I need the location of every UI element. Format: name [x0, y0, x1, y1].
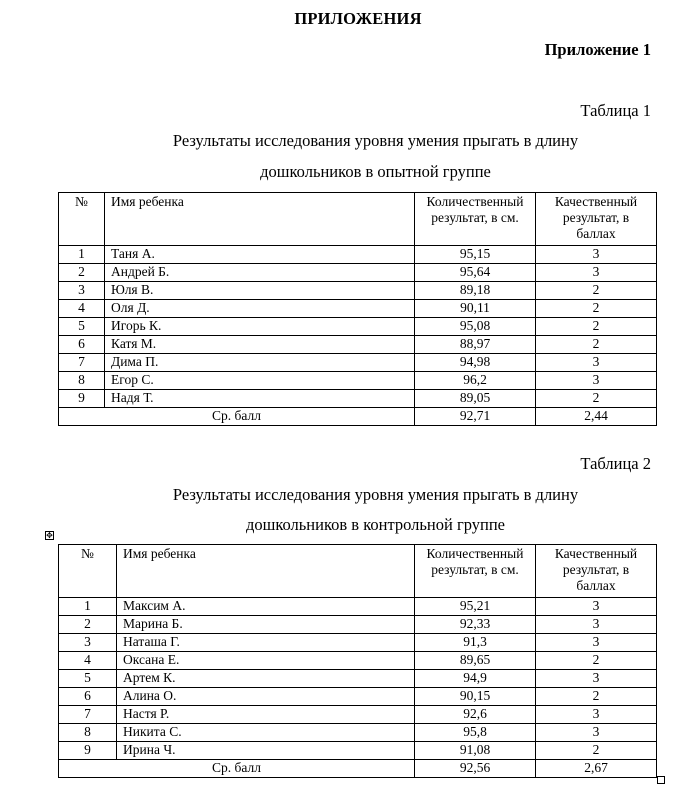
table2-cell-qual: 3 — [536, 706, 657, 724]
table1-cell-name: Оля Д. — [105, 300, 415, 318]
table2-caption-line2: дошкольников в контрольной группе — [245, 515, 506, 534]
table1-average-label: Ср. балл — [59, 408, 415, 426]
table1-cell-quant: 94,98 — [415, 354, 536, 372]
table1-cell-name: Егор С. — [105, 372, 415, 390]
table1-cell-name: Игорь К. — [105, 318, 415, 336]
table2-header-num: № — [59, 545, 117, 598]
table1-cell-quant: 88,97 — [415, 336, 536, 354]
table2-cell-num: 5 — [59, 670, 117, 688]
table1-row — [59, 372, 657, 390]
table2-cell-qual: 3 — [536, 724, 657, 742]
table2-row — [59, 706, 657, 724]
table1-cell-name: Юля В. — [105, 282, 415, 300]
table1-cell-qual: 2 — [536, 282, 657, 300]
table1-row — [59, 246, 657, 264]
table1-average-quant: 92,71 — [415, 408, 536, 426]
table1-cell-name: Андрей Б. — [105, 264, 415, 282]
table1-footer-row — [59, 408, 657, 426]
table2-row — [59, 652, 657, 670]
table1-row — [59, 282, 657, 300]
table1-cell-quant: 90,11 — [415, 300, 536, 318]
table2-cell-qual: 3 — [536, 634, 657, 652]
table2-caption-line1: Результаты исследования уровня умения прыгать в длину — [172, 485, 579, 504]
table2-average-qual: 2,67 — [536, 760, 657, 778]
table1-average-qual: 2,44 — [536, 408, 657, 426]
table1-row — [59, 390, 657, 408]
table2-cell-quant: 89,65 — [415, 652, 536, 670]
table2-cell-quant: 90,15 — [415, 688, 536, 706]
table2-row — [59, 688, 657, 706]
table1-row — [59, 336, 657, 354]
table2-cell-qual: 2 — [536, 652, 657, 670]
table1-cell-name: Надя Т. — [105, 390, 415, 408]
table2-cell-num: 4 — [59, 652, 117, 670]
table1-label: Таблица 1 — [580, 101, 651, 120]
table1-row — [59, 354, 657, 372]
table-resize-handle-icon[interactable] — [657, 776, 665, 784]
table2-cell-num: 9 — [59, 742, 117, 760]
table2-cell-quant: 95,8 — [415, 724, 536, 742]
table2-row — [59, 670, 657, 688]
table1-cell-qual: 3 — [536, 354, 657, 372]
table2-cell-num: 2 — [59, 616, 117, 634]
table2-cell-quant: 92,33 — [415, 616, 536, 634]
table1-row — [59, 318, 657, 336]
table2-cell-name: Артем К. — [117, 670, 415, 688]
table2-row — [59, 634, 657, 652]
table2-row — [59, 724, 657, 742]
table1-header-quant: Количественный результат, в см. — [415, 193, 536, 246]
table2-cell-name: Наташа Г. — [117, 634, 415, 652]
table2-cell-name: Настя Р. — [117, 706, 415, 724]
table2-cell-name: Оксана Е. — [117, 652, 415, 670]
table1-header-row — [59, 193, 657, 246]
table2-header-row — [59, 545, 657, 598]
table1-caption-line2: дошкольников в опытной группе — [260, 162, 491, 181]
table1-cell-num: 8 — [59, 372, 105, 390]
table2-cell-qual: 3 — [536, 616, 657, 634]
table2-label: Таблица 2 — [580, 454, 651, 473]
table2-cell-quant: 91,08 — [415, 742, 536, 760]
table1-cell-qual: 3 — [536, 372, 657, 390]
table1-cell-quant: 89,18 — [415, 282, 536, 300]
table2-header-qual: Качественный результат, в баллах — [536, 545, 657, 598]
page-title: ПРИЛОЖЕНИЯ — [294, 9, 422, 28]
table1-header-qual: Качественный результат, в баллах — [536, 193, 657, 246]
table1-caption-line1: Результаты исследования уровня умения прыгать в длину — [172, 131, 579, 150]
table1-cell-quant: 95,64 — [415, 264, 536, 282]
table2-cell-name: Никита С. — [117, 724, 415, 742]
table2-cell-num: 8 — [59, 724, 117, 742]
table2 — [58, 544, 657, 778]
table1-cell-qual: 3 — [536, 264, 657, 282]
table1-header-name: Имя ребенка — [105, 193, 415, 246]
table2-cell-qual: 2 — [536, 688, 657, 706]
table1-cell-qual: 2 — [536, 300, 657, 318]
table1 — [58, 192, 657, 426]
appendix-label: Приложение 1 — [544, 40, 651, 59]
table2-cell-name: Максим А. — [117, 598, 415, 616]
table1-cell-num: 3 — [59, 282, 105, 300]
table2-row — [59, 598, 657, 616]
table-move-handle-icon[interactable]: ✥ — [46, 531, 53, 540]
table1-cell-qual: 2 — [536, 336, 657, 354]
table2-cell-quant: 91,3 — [415, 634, 536, 652]
table2-cell-num: 1 — [59, 598, 117, 616]
table2-cell-qual: 3 — [536, 598, 657, 616]
table2-cell-num: 3 — [59, 634, 117, 652]
table2-cell-quant: 94,9 — [415, 670, 536, 688]
table2-cell-quant: 95,21 — [415, 598, 536, 616]
table2-cell-quant: 92,6 — [415, 706, 536, 724]
table2-cell-num: 7 — [59, 706, 117, 724]
table1-cell-quant: 96,2 — [415, 372, 536, 390]
table1-cell-name: Дима П. — [105, 354, 415, 372]
table1-cell-quant: 95,08 — [415, 318, 536, 336]
table2-header-quant: Количественный результат, в см. — [415, 545, 536, 598]
table1-cell-num: 9 — [59, 390, 105, 408]
table1-cell-num: 2 — [59, 264, 105, 282]
table1-header-num: № — [59, 193, 105, 246]
table1-cell-num: 6 — [59, 336, 105, 354]
table1-cell-num: 4 — [59, 300, 105, 318]
table2-cell-qual: 2 — [536, 742, 657, 760]
table1-cell-qual: 2 — [536, 318, 657, 336]
table1-row — [59, 264, 657, 282]
table1-cell-qual: 2 — [536, 390, 657, 408]
table1-cell-num: 1 — [59, 246, 105, 264]
table2-header-name: Имя ребенка — [117, 545, 415, 598]
table1-cell-num: 7 — [59, 354, 105, 372]
table1-cell-name: Катя М. — [105, 336, 415, 354]
table2-row — [59, 742, 657, 760]
table2-cell-num: 6 — [59, 688, 117, 706]
table1-cell-name: Таня А. — [105, 246, 415, 264]
table2-average-label: Ср. балл — [59, 760, 415, 778]
table2-cell-name: Алина О. — [117, 688, 415, 706]
table2-cell-qual: 3 — [536, 670, 657, 688]
table1-cell-num: 5 — [59, 318, 105, 336]
table1-cell-qual: 3 — [536, 246, 657, 264]
table1-row — [59, 300, 657, 318]
table2-row — [59, 616, 657, 634]
table2-cell-name: Ирина Ч. — [117, 742, 415, 760]
table1-cell-quant: 95,15 — [415, 246, 536, 264]
table2-cell-name: Марина Б. — [117, 616, 415, 634]
table2-footer-row — [59, 760, 657, 778]
table2-average-quant: 92,56 — [415, 760, 536, 778]
table1-cell-quant: 89,05 — [415, 390, 536, 408]
